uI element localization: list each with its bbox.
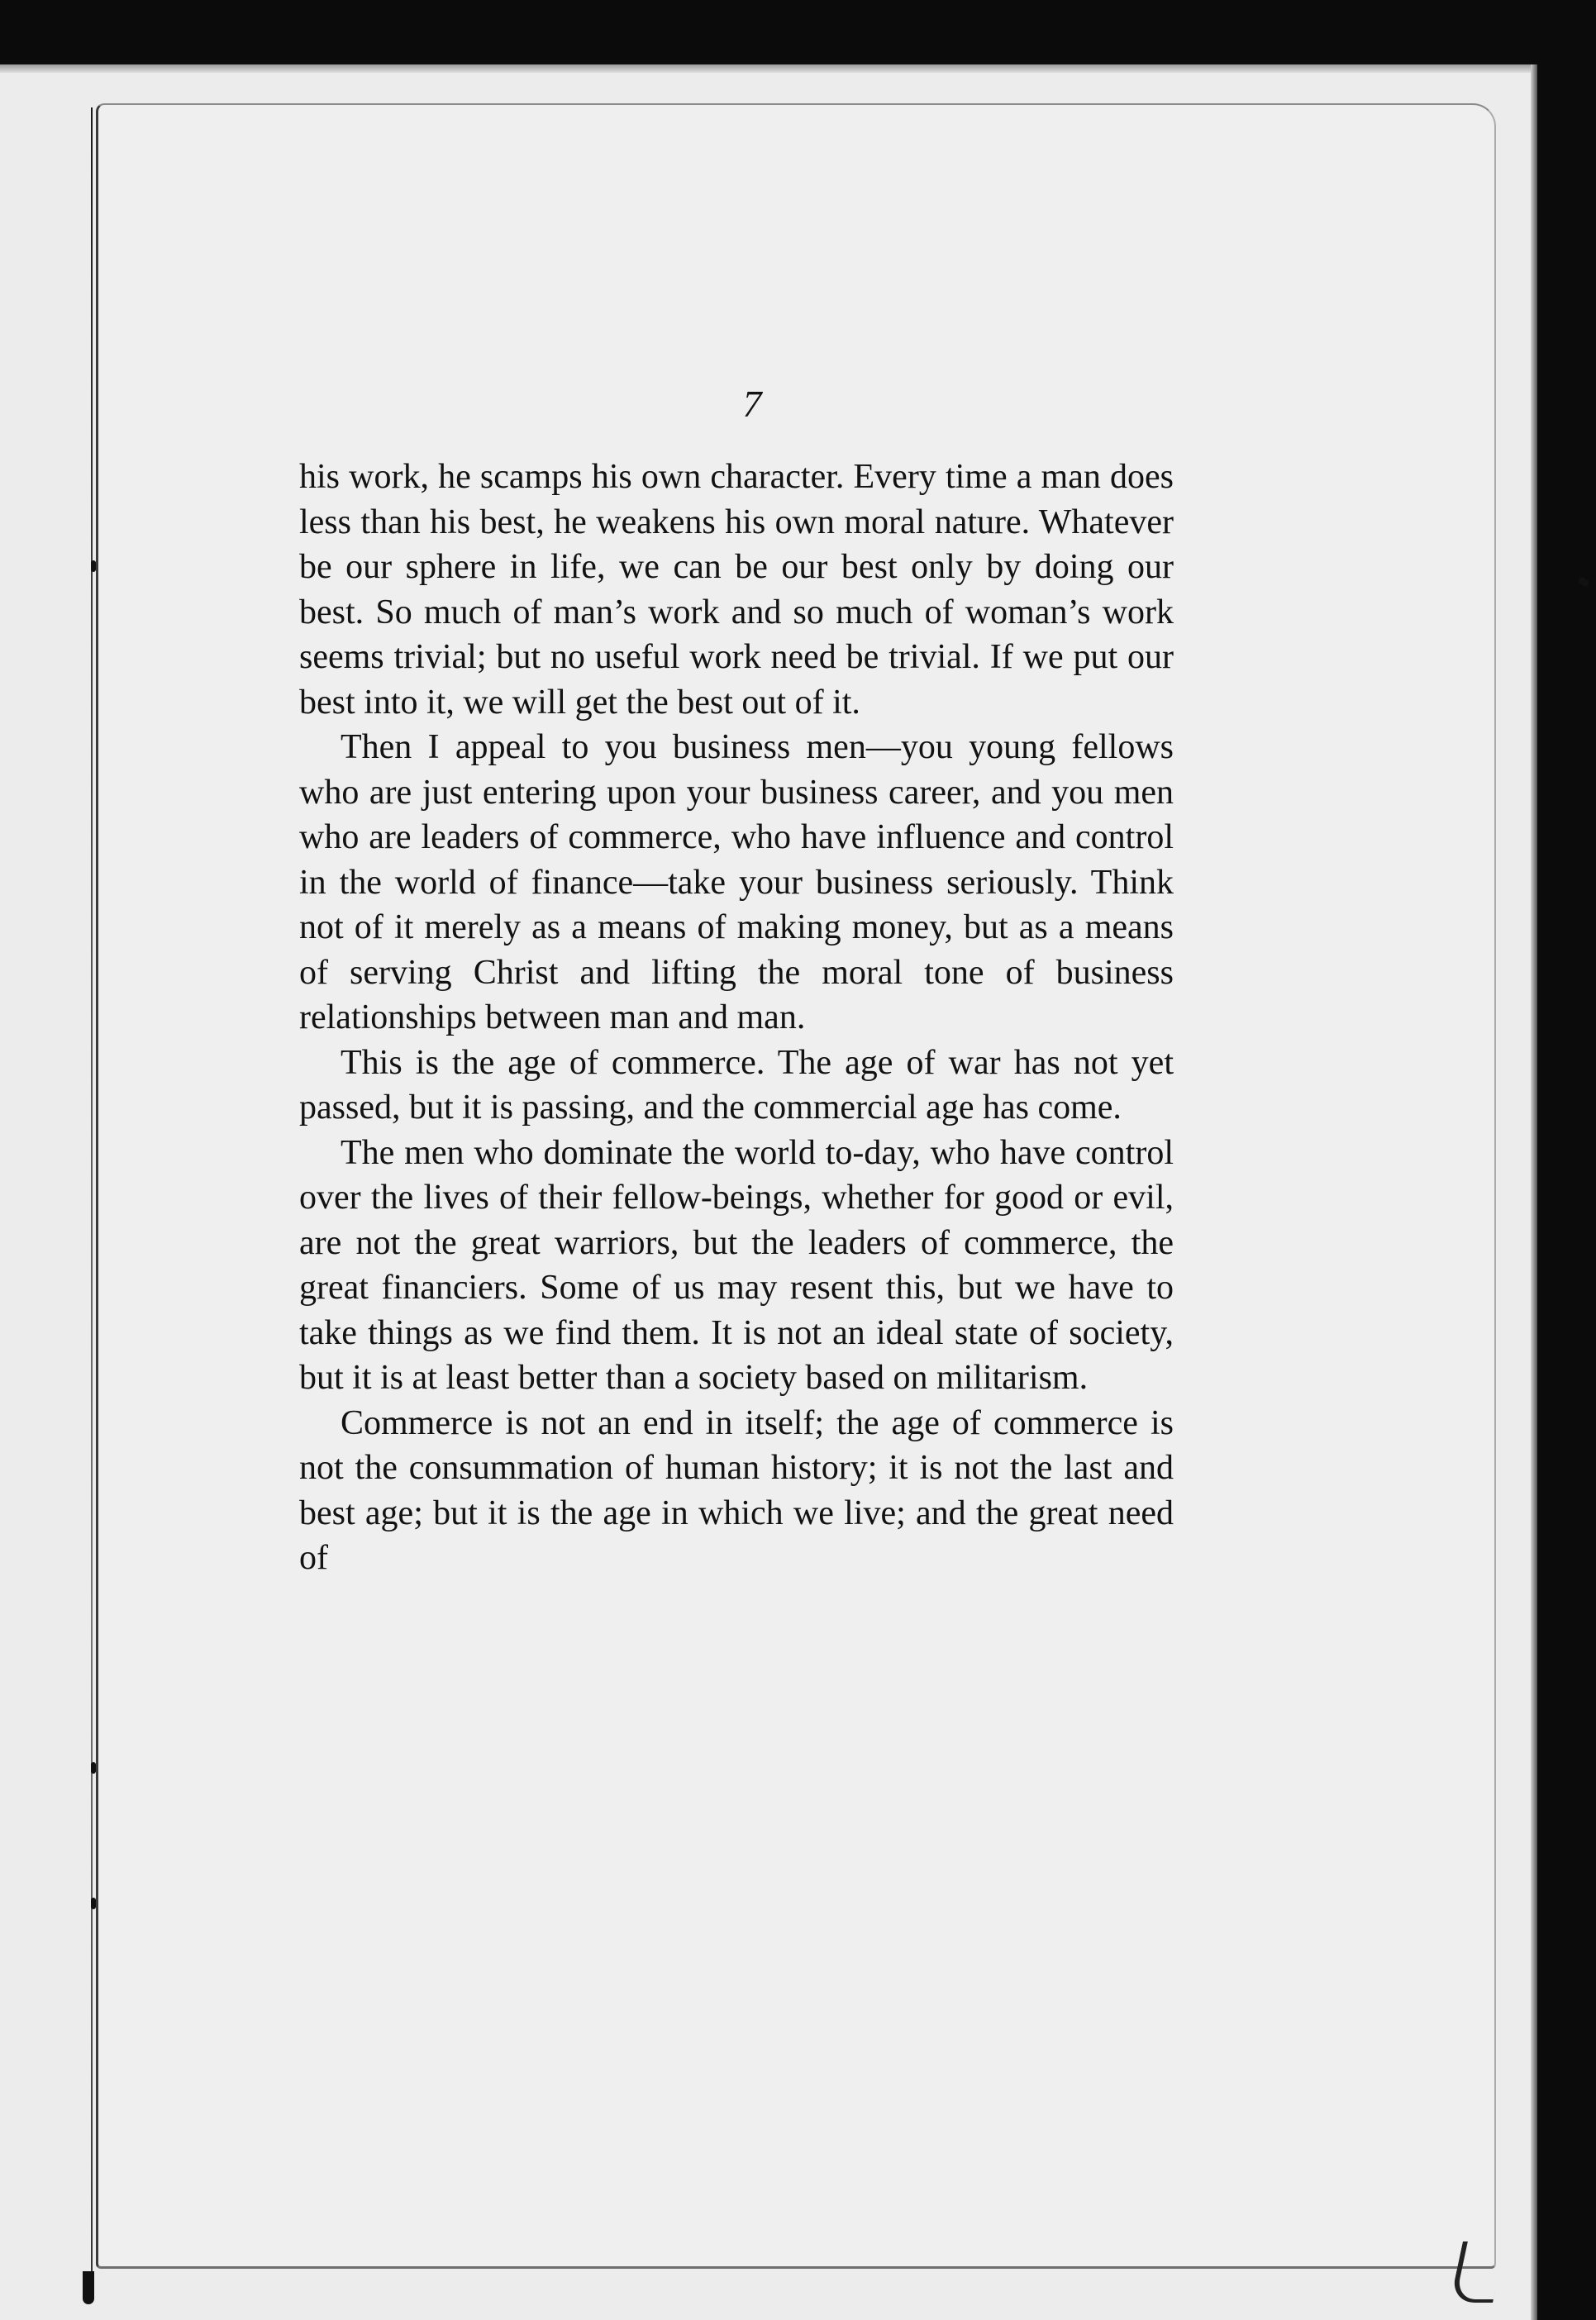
margin-mark	[91, 1762, 96, 1774]
sheet-top-edge	[0, 64, 1536, 73]
page-number: 7	[742, 383, 762, 425]
paragraph-2: Then I appeal to you business men—you young fellows who are just entering upon your business career, and you men who are leaders of commerce, who have influence and control in the world of finance—take your business seriously. Think not of it merely as a means of making money, but as a means of serving Christ and lifting the moral tone of business relationships between man and man.	[299, 728, 1174, 1036]
left-margin-line	[91, 107, 93, 2273]
body-text	[299, 455, 1174, 1581]
margin-mark	[91, 1898, 96, 1909]
paragraph-5: Commerce is not an end in itself; the age of commerce is not the consummation of human history; it is not the last and best age; but it is the age in which we live; and the great need of	[299, 1403, 1174, 1577]
paragraph-3: This is the age of commerce. The age of war has not yet passed, but it is passing, and the commercial age has come.	[299, 1043, 1174, 1127]
binding-mark	[83, 2271, 94, 2304]
paragraph-1: his work, he scamps his own character. Every time a man does less than his best, he weakens his own moral nature. Whatever be our sphere in life, we can be our best only by doing our best. So much of man’s work and so much of woman’s work seems trivial; but no useful work need be trivial. If we put our best into it, we will get the best out of it.	[299, 458, 1174, 722]
sheet-right-edge	[1531, 64, 1537, 2320]
margin-mark	[91, 560, 96, 572]
edge-mark	[1578, 576, 1589, 587]
paragraph-4: The men who dominate the world to-day, who have control over the lives of their fellow-beings, whether for good or evil, are not the great warriors, but the leaders of commerce, the great financiers. Some of us may resent this, but we have to take things as we find them. It is not an ideal state of society, but it is at least better than a society based on militarism.	[299, 1133, 1174, 1397]
